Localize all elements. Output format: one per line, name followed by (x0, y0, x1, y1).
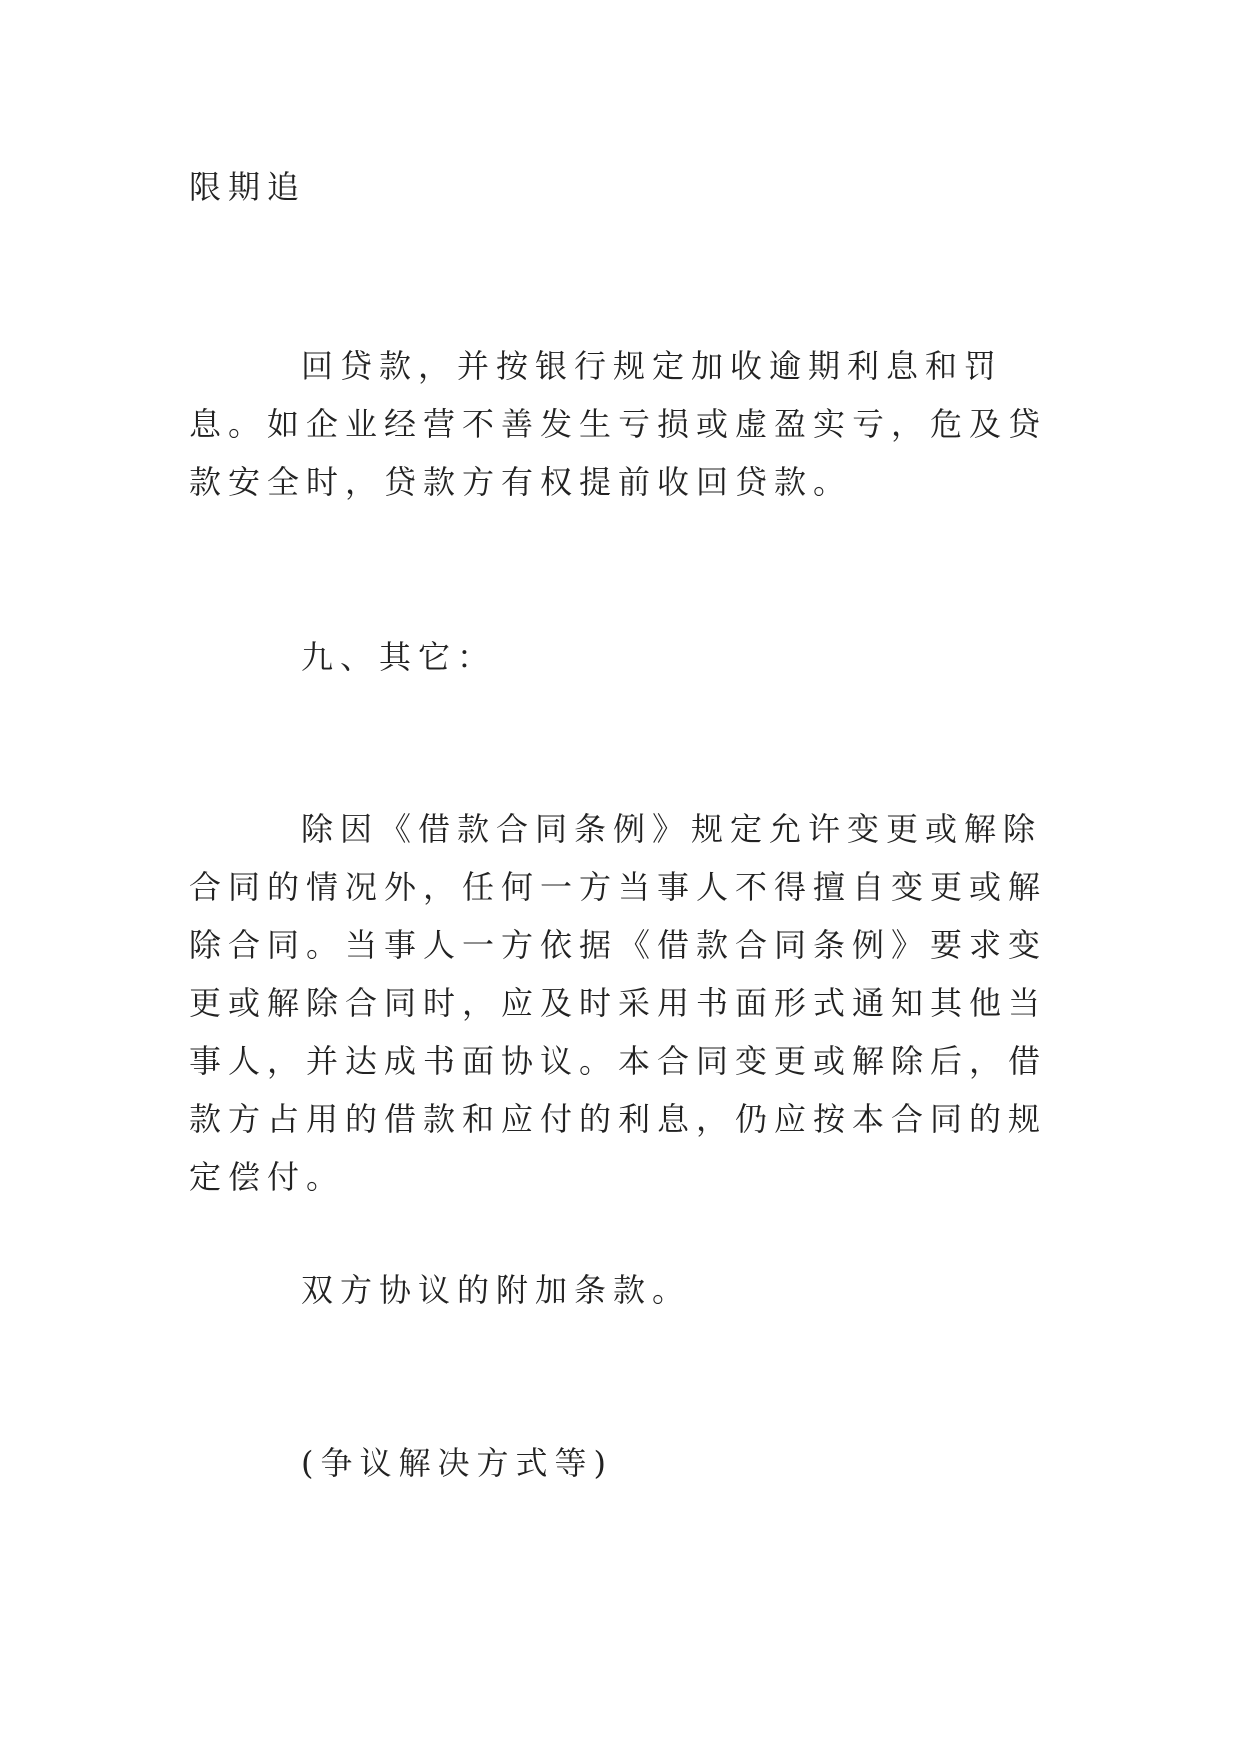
paragraph-continuation: 限期追 (189, 168, 307, 206)
paragraph-dispute-resolution: (争议解决方式等) (301, 1444, 613, 1482)
paragraph-repayment-clause: 回贷款，并按银行规定加收逾期利息和罚息。如企业经营不善发生亏损或虚盈实亏，危及贷款安全时，贷款方有权提前收回贷款。 (189, 347, 1048, 501)
paragraph-contract-change-clause: 除因《借款合同条例》规定允许变更或解除合同的情况外，任何一方当事人不得擅自变更或解除合同。当事人一方依据《借款合同条例》要求变更或解除合同时，应及时采用书面形式通知其他当事人，并达成书面协议。本合同变更或解除后，借款方占用的借款和应付的利息，仍应按本合同的规定偿付。 (189, 810, 1048, 1196)
paragraph-additional-terms: 双方协议的附加条款。 (301, 1271, 692, 1309)
section-heading-other: 九、其它： (301, 638, 497, 676)
